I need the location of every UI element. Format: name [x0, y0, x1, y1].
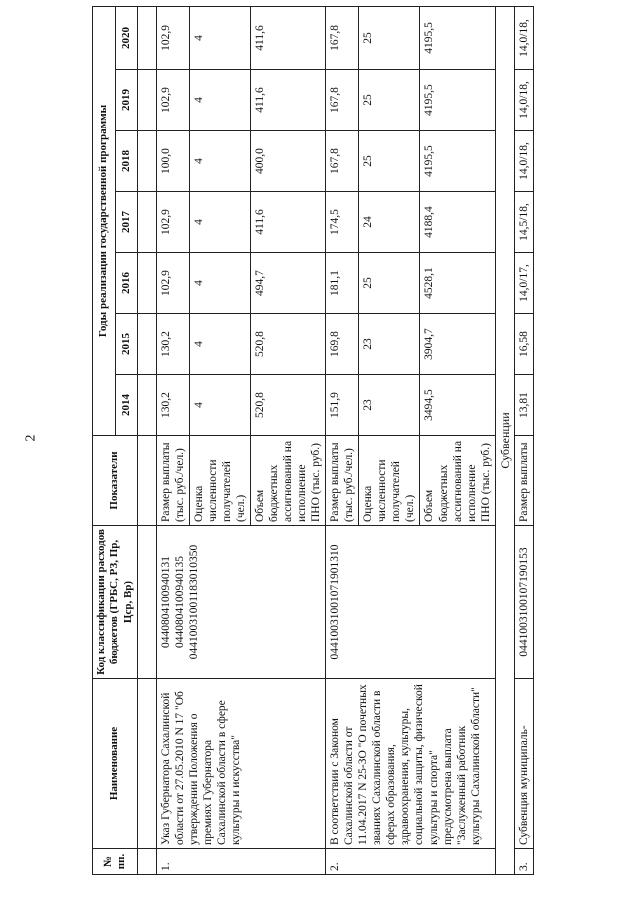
value-cell: 4528,1 [420, 253, 495, 314]
value-cell: 4195,5 [420, 70, 495, 131]
value-cell: 4 [190, 314, 251, 375]
row-number: 2. [326, 849, 495, 875]
value-cell: 4 [190, 253, 251, 314]
rotated-table-page [92, 7, 640, 875]
value-cell: 24 [359, 192, 420, 253]
col-years-group-header: Годы реализации государственной программы [93, 6, 116, 435]
header-row [93, 6, 116, 874]
year-header: 2018 [115, 131, 138, 192]
row-code: 04410031001071901310 [326, 526, 495, 679]
indicator-label: Оценка численности получателей (чел.) [190, 436, 251, 526]
value-cell: 520,8 [251, 375, 326, 436]
year-header: 2017 [115, 192, 138, 253]
value-cell: 13,81 [515, 375, 534, 436]
value-cell: 151,9 [326, 375, 359, 436]
value-cell: 4 [190, 6, 251, 69]
value-cell: 4 [190, 192, 251, 253]
value-cell: 14,0/17, [515, 253, 534, 314]
table-row [326, 6, 359, 874]
value-cell: 4195,5 [420, 131, 495, 192]
program-table [92, 6, 534, 875]
value-cell: 100,0 [157, 131, 190, 192]
value-cell: 167,8 [326, 70, 359, 131]
year-header: 2015 [115, 314, 138, 375]
table-row [157, 6, 190, 874]
row-number: 3. [515, 849, 534, 875]
value-cell: 411,6 [251, 192, 326, 253]
year-header: 2014 [115, 375, 138, 436]
value-cell: 102,9 [157, 192, 190, 253]
value-cell: 494,7 [251, 253, 326, 314]
value-cell: 14,0/18, [515, 6, 534, 69]
row-name: Субвенция муниципаль- [515, 679, 534, 849]
col-name-header: Наименование [93, 679, 138, 849]
value-cell: 520,8 [251, 314, 326, 375]
value-cell: 4 [190, 131, 251, 192]
value-cell: 4195,5 [420, 6, 495, 69]
year-header: 2020 [115, 6, 138, 69]
value-cell: 167,8 [326, 131, 359, 192]
indicator-label: Оценка численности получателей (чел.) [359, 436, 420, 526]
year-header: 2016 [115, 253, 138, 314]
indicator-label: Размер выплаты (тыс. руб./чел.) [326, 436, 359, 526]
value-cell: 130,2 [157, 375, 190, 436]
table-row [515, 6, 534, 874]
value-cell: 102,9 [157, 253, 190, 314]
value-cell: 16,58 [515, 314, 534, 375]
value-cell: 25 [359, 70, 420, 131]
row-number: 1. [157, 849, 326, 875]
row-name: Указ Губернатора Сахалинской области от 27.05.2010 N 17 "Об утверждении Положения о премиях Губернатора Сахалинской области в сфере культуры и искусства" [157, 679, 326, 849]
value-cell: 130,2 [157, 314, 190, 375]
value-cell: 411,6 [251, 6, 326, 69]
page-number: 2 [23, 434, 39, 442]
value-cell: 14,0/18, [515, 70, 534, 131]
indicator-label: Объем бюджетных ассигнований на исполнение ПНО (тыс. руб.) [251, 436, 326, 526]
value-cell: 14,5/18, [515, 192, 534, 253]
row-code: 0440804100940131 0440804100940135 04410031001183010350 [157, 526, 326, 679]
value-cell: 167,8 [326, 6, 359, 69]
column-numbers-row [138, 6, 157, 874]
indicator-label: Размер выплаты [515, 436, 534, 526]
value-cell: 411,6 [251, 70, 326, 131]
value-cell: 102,9 [157, 70, 190, 131]
value-cell: 25 [359, 253, 420, 314]
indicator-label: Размер выплаты (тыс. руб./чел.) [157, 436, 190, 526]
row-name: В соответствии с Законом Сахалинской области от 11.04.2017 N 25-ЗО "О почетных званиях Сахалинской области в сферах образования, здравоохранения, культуры, социальной защиты, физической культуры и спорта" предусмотрена выплата "Заслуженный работник культуры Сахалинской области" [326, 679, 495, 849]
section-row [495, 6, 515, 874]
value-cell: 3904,7 [420, 314, 495, 375]
value-cell: 3494,5 [420, 375, 495, 436]
value-cell: 25 [359, 131, 420, 192]
value-cell: 23 [359, 375, 420, 436]
col-indicators-header: Показатели [93, 436, 138, 526]
value-cell: 4 [190, 375, 251, 436]
value-cell: 169,8 [326, 314, 359, 375]
year-header: 2019 [115, 70, 138, 131]
section-title: Субвенции [495, 6, 515, 874]
col-code-header: Код классификации расходов бюджетов (ГРБС, РЗ, Пр, Цср, Вр) [93, 526, 138, 679]
value-cell: 4 [190, 70, 251, 131]
value-cell: 14,0/18, [515, 131, 534, 192]
value-cell: 400,0 [251, 131, 326, 192]
col-no-header: № пп. [93, 849, 138, 875]
value-cell: 4188,4 [420, 192, 495, 253]
value-cell: 23 [359, 314, 420, 375]
row-code: 0441003100107190153 [515, 526, 534, 679]
value-cell: 174,5 [326, 192, 359, 253]
value-cell: 102,9 [157, 6, 190, 69]
indicator-label: Объем бюджетных ассигнований на исполнение ПНО (тыс. руб.) [420, 436, 495, 526]
value-cell: 181,1 [326, 253, 359, 314]
value-cell: 25 [359, 6, 420, 69]
